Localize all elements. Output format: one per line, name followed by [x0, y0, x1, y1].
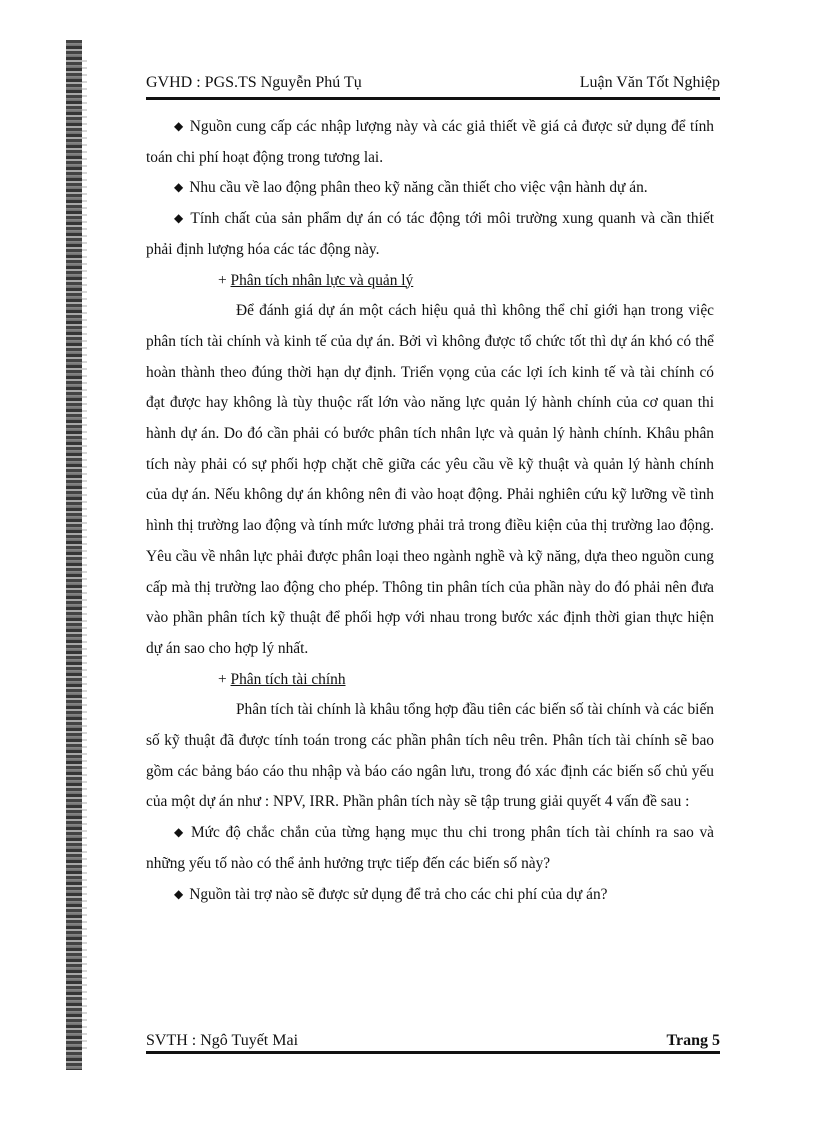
diamond-bullet-icon: ◆	[174, 211, 185, 226]
bullet-text: Mức độ chắc chắn của từng hạng mục thu chi trong phân tích tài chính ra sao và những yếu tố nào có thể ảnh hưởng trực tiếp đến các biến số này?	[146, 824, 714, 872]
section-heading-hr	[146, 266, 714, 297]
paragraph-hr: Để đánh giá dự án một cách hiệu quả thì không thể chỉ giới hạn trong việc phân tích tài chính và kinh tế của dự án. Bởi vì không được tổ chức tốt thì dự án khó có thể hoàn thành theo đúng thời hạn dự định. Triển vọng của các lợi ích kinh tế và tài chính có đạt được hay không là tùy thuộc rất lớn vào năng lực quản lý hành chính của cơ quan thi hành dự án. Do đó cần phải có bước phân tích nhân lực và quản lý hành chính. Khâu phân tích này phải có sự phối hợp chặt chẽ giữa các yêu cầu về kỹ thuật và quản lý hành chính của dự án. Nếu không dự án không nên đi vào hoạt động. Phải nghiên cứu kỹ lưỡng về tình hình thị trường lao động và tính mức lương phải trả trong điều kiện của thị trường lao động. Yêu cầu về nhân lực phải được phân loại theo ngành nghề và kỹ năng, dựa theo nguồn cung cấp mà thị trường lao động cho phép. Thông tin phân tích của phần này do đó phải nên đưa vào phần phân tích kỹ thuật để phối hợp với nhau trong bước xác định thời gian thực hiện dự án sao cho hợp lý nhất.	[146, 302, 714, 657]
bullet-text: Nguồn cung cấp các nhập lượng này và các giả thiết về giá cả được sử dụng để tính toán chi phí hoạt động trong tương lai.	[146, 118, 714, 166]
diamond-bullet-icon: ◆	[174, 825, 185, 840]
page-footer	[146, 1032, 720, 1052]
bullet-item	[146, 173, 714, 204]
scan-binding-edge	[66, 40, 82, 1070]
diamond-bullet-icon: ◆	[174, 119, 184, 133]
paragraph-finance: Phân tích tài chính là khâu tổng hợp đầu tiên các biến số tài chính và các biến số kỹ thuật đã được tính toán trong các phần phân tích nêu trên. Phân tích tài chính sẽ bao gồm các bảng báo cáo thu nhập và báo cáo ngân lưu, trong đó xác định các biến số chủ yếu của một dự án như : NPV, IRR. Phần phân tích này sẽ tập trung giải quyết 4 vấn đề sau :	[146, 701, 714, 811]
bullet-item	[146, 204, 714, 265]
bullet-item	[146, 112, 714, 173]
bullet-text: Tính chất của sản phẩm dự án có tác động tới môi trường xung quanh và cần thiết phải định lượng hóa các tác động này.	[146, 210, 715, 258]
diamond-bullet-icon: ◆	[174, 886, 184, 901]
heading-prefix: +	[218, 670, 231, 688]
bullet-item	[146, 818, 714, 879]
scan-binding-shadow	[82, 60, 87, 1050]
page-number: Trang 5	[666, 1032, 720, 1049]
footer-rule	[146, 1051, 720, 1054]
heading-text: Phân tích nhân lực và quản lý	[230, 271, 414, 289]
header-title: Luận Văn Tốt Nghiệp	[579, 74, 720, 91]
bullet-text: Nguồn tài trợ nào sẽ được sử dụng để trả cho các chi phí của dự án?	[189, 885, 608, 903]
page-body	[146, 112, 714, 910]
footer-student: SVTH : Ngô Tuyết Mai	[146, 1032, 299, 1049]
diamond-bullet-icon: ◆	[174, 180, 184, 195]
heading-prefix: +	[218, 271, 231, 289]
heading-text: Phân tích tài chính	[230, 670, 346, 688]
bullet-item	[146, 880, 714, 911]
page-header	[146, 74, 720, 98]
header-rule	[146, 97, 720, 100]
bullet-text: Nhu cầu về lao động phân theo kỹ năng cần thiết cho việc vận hành dự án.	[189, 179, 648, 197]
header-advisor: GVHD : PGS.TS Nguyễn Phú Tụ	[146, 74, 362, 91]
section-heading-finance	[146, 665, 714, 696]
